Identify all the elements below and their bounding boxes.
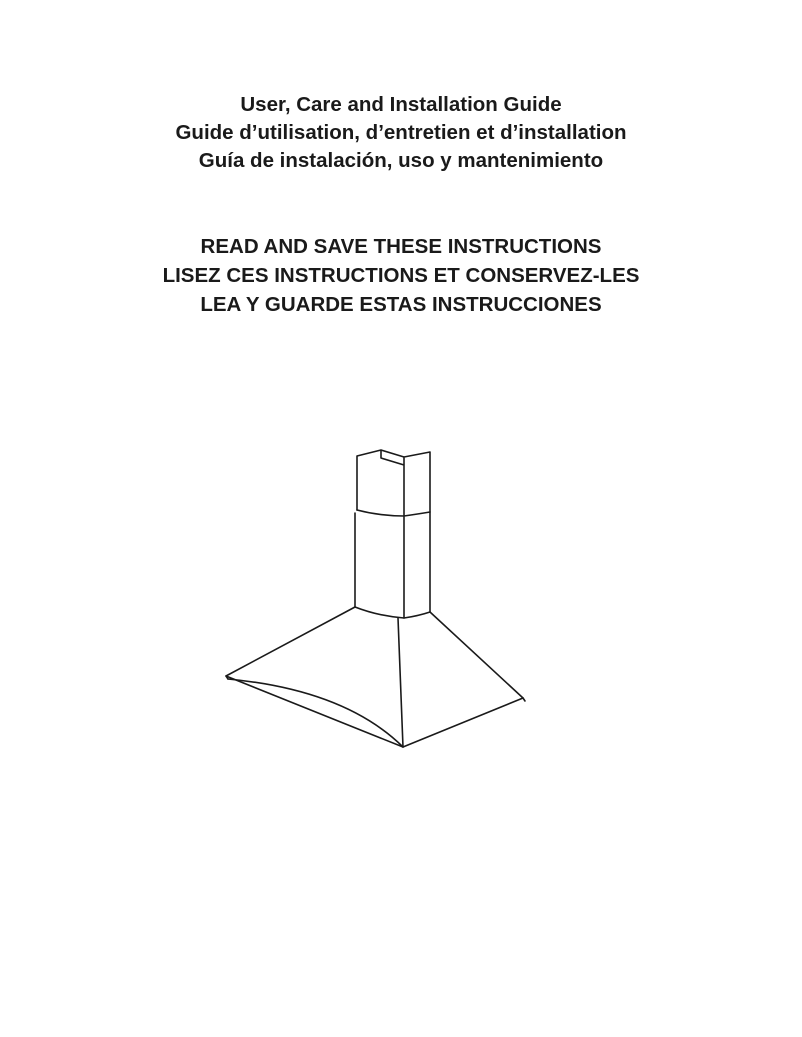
chimney-lower-section bbox=[355, 510, 430, 618]
hood-canopy-seam bbox=[398, 618, 403, 747]
hood-canopy-outline bbox=[226, 607, 523, 747]
guide-title-french: Guide d’utilisation, d’entretien et d’installation bbox=[175, 121, 627, 144]
instructions-english: READ AND SAVE THESE INSTRUCTIONS bbox=[200, 235, 602, 258]
instructions-spanish: LEA Y GUARDE ESTAS INSTRUCCIONES bbox=[200, 293, 602, 316]
instructions-french: LISEZ CES INSTRUCTIONS ET CONSERVEZ-LES bbox=[162, 264, 640, 287]
chimney-upper-section bbox=[357, 450, 430, 516]
guide-title-english: User, Care and Installation Guide bbox=[240, 93, 562, 116]
guide-title-spanish: Guía de instalación, uso y mantenimiento bbox=[198, 149, 604, 172]
hood-canopy-right-corner bbox=[523, 698, 525, 701]
chimney-base bbox=[355, 607, 430, 618]
